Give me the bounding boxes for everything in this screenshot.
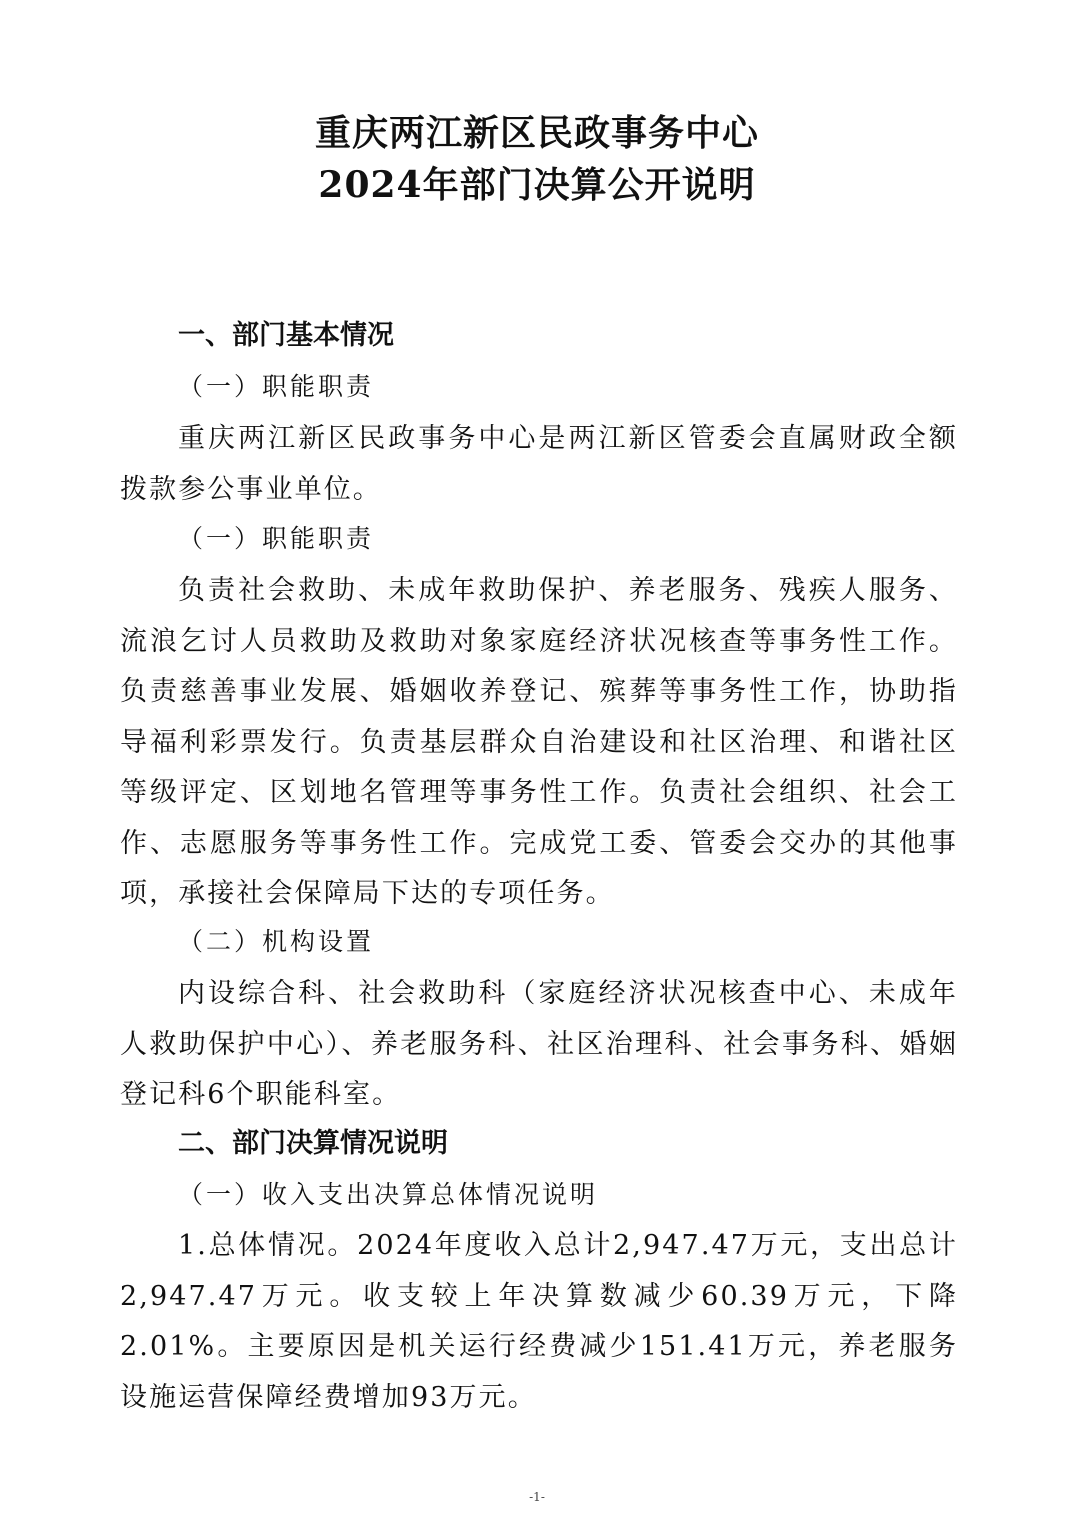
section2-subheading-overview: （一）收入支出决算总体情况说明 bbox=[178, 1180, 599, 1209]
section1-paragraph-unit: 重庆两江新区民政事务中心是两江新区管委会直属财政全额拨款参公事业单位。 bbox=[120, 423, 958, 505]
section1-subheading-duties-repeat: （一）职能职责 bbox=[178, 524, 375, 553]
section1-heading: 一、部门基本情况 bbox=[178, 320, 394, 351]
document-title-line1: 重庆两江新区民政事务中心 bbox=[314, 112, 759, 154]
section1-subheading-organization: （二）机构设置 bbox=[178, 927, 375, 956]
document-title-line2: 2024年部门决算公开说明 bbox=[318, 164, 756, 206]
section1-paragraph-duties: 负责社会救助、未成年救助保护、养老服务、残疾人服务、流浪乞讨人员救助及救助对象家庭经济状况核查等事务性工作。负责慈善事业发展、婚姻收养登记、殡葬等事务性工作，协助指导福利彩票发行。负责基层群众自治建设和社区治理、和谐社区等级评定、区划地名管理等事务性工作。负责社会组织、社会工作、志愿服务等事务性工作。完成党工委、管委会交办的其他事项，承接社会保障局下达的专项任务。 bbox=[120, 575, 958, 909]
page-number: -1- bbox=[529, 1490, 545, 1504]
section2-heading: 二、部门决算情况说明 bbox=[178, 1128, 448, 1159]
section1-subheading-duties: （一）职能职责 bbox=[178, 372, 375, 401]
section2-paragraph-overview: 1.总体情况。2024年度收入总计2,947.47万元，支出总计2,947.47万元。收支较上年决算数减少60.39万元，下降2.01%。主要原因是机关运行经费减少151.41万元，养老服务设施运营保障经费增加93万元。 bbox=[120, 1230, 958, 1413]
section1-paragraph-organization: 内设综合科、社会救助科（家庭经济状况核查中心、未成年人救助保护中心）、养老服务科、社区治理科、社会事务科、婚姻登记科6个职能科室。 bbox=[120, 978, 958, 1110]
